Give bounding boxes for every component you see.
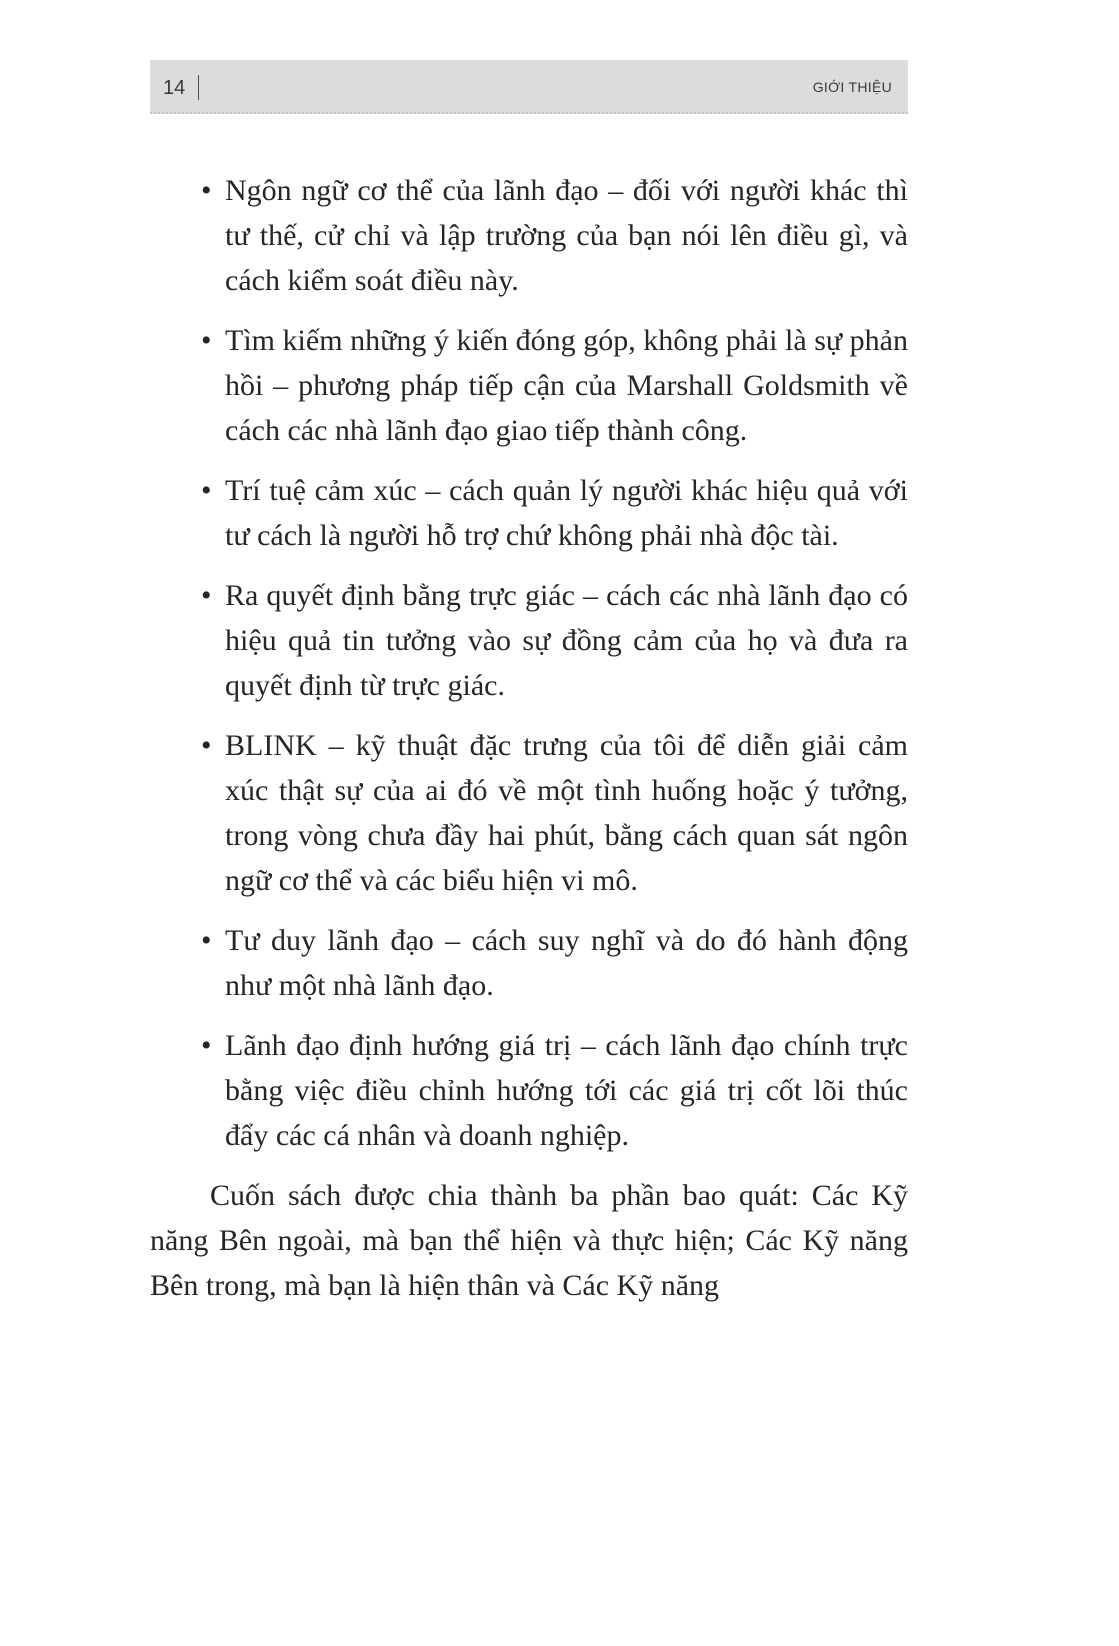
header-divider (198, 75, 199, 100)
bullet-item-feedforward: • Tìm kiếm những ý kiến đóng góp, không phải là sự phản hồi – phương pháp tiếp cận của Marshall Goldsmith về cách các nhà lãnh đạo giao tiếp thành công. (150, 318, 908, 453)
page-body (150, 168, 908, 1308)
section-title: GIỚI THIỆU (812, 79, 892, 95)
page-number: 14 (163, 77, 186, 99)
bullet-item-intuitive-decisions: • Ra quyết định bằng trực giác – cách các nhà lãnh đạo có hiệu quả tin tưởng vào sự đồng cảm của họ và đưa ra quyết định từ trực giác. (150, 573, 908, 708)
bullet-item-values-based-leadership: • Lãnh đạo định hướng giá trị – cách lãnh đạo chính trực bằng việc điều chỉnh hướng tới các giá trị cốt lõi thúc đẩy các cá nhân và doanh nghiệp. (150, 1023, 908, 1158)
bullet-list (150, 168, 908, 1158)
body-paragraph: Cuốn sách được chia thành ba phần bao quát: Các Kỹ năng Bên ngoài, mà bạn thể hiện và thực hiện; Các Kỹ năng Bên trong, mà bạn là hiện thân và Các Kỹ năng (150, 1179, 908, 1302)
bullet-item-blink: • BLINK – kỹ thuật đặc trưng của tôi để diễn giải cảm xúc thật sự của ai đó về một tình huống hoặc ý tưởng, trong vòng chưa đầy hai phút, bằng cách quan sát ngôn ngữ cơ thể và các biểu hiện vi mô. (150, 723, 908, 903)
page-header (150, 60, 908, 114)
bullet-item-leadership-mindset: • Tư duy lãnh đạo – cách suy nghĩ và do đó hành động như một nhà lãnh đạo. (150, 918, 908, 1008)
bullet-item-body-language: • Ngôn ngữ cơ thể của lãnh đạo – đối với người khác thì tư thế, cử chỉ và lập trường của bạn nói lên điều gì, và cách kiểm soát điều này. (150, 168, 908, 303)
bullet-item-emotional-intelligence: • Trí tuệ cảm xúc – cách quản lý người khác hiệu quả với tư cách là người hỗ trợ chứ không phải nhà độc tài. (150, 468, 908, 558)
